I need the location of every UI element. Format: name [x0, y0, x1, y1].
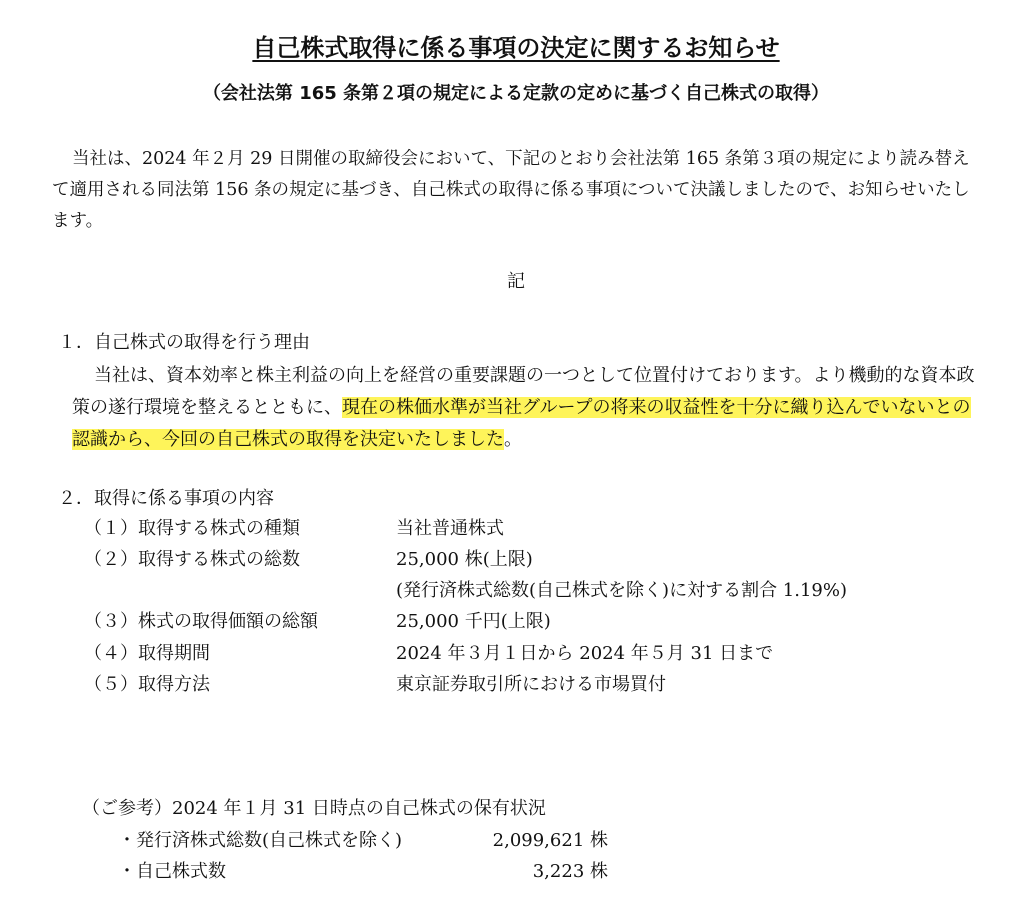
item-4-label: （４）取得期間 [84, 643, 210, 664]
item-5-label: （５）取得方法 [84, 674, 210, 695]
item-2-value: 25,000 株(上限) [396, 549, 533, 570]
intro-paragraph: 当社は、2024 年２月 29 日開催の取締役会において、下記のとおり会社法第 165 条第３項の規定により読み替えて適用される同法第 156 条の規定に基づき、自己株式の取得に係る事項について決議しましたので、お知らせいたします。 [52, 149, 970, 231]
reference-item-1-label: ・発行済株式総数(自己株式を除く) [118, 830, 403, 851]
document-subtitle: （会社法第 165 条第２項の規定による定款の定めに基づく自己株式の取得） [202, 83, 830, 104]
section-1-reason-paragraph [72, 360, 980, 456]
item-3-value: 25,000 千円(上限) [396, 611, 551, 632]
item-1-value: 当社普通株式 [396, 518, 504, 539]
item-5-value: 東京証券取引所における市場買付 [396, 674, 666, 695]
reference-item-1-value: 2,099,621 株 [492, 830, 608, 851]
item-1-label: （１）取得する株式の種類 [84, 518, 300, 539]
reason-text-end: 。 [504, 429, 522, 450]
item-4-value: 2024 年３月１日から 2024 年５月 31 日まで [396, 643, 774, 664]
item-2-note: (発行済株式総数(自己株式を除く)に対する割合 1.19%) [396, 580, 847, 601]
item-3-label: （３）株式の取得価額の総額 [84, 611, 318, 632]
reference-title: （ご参考）2024 年１月 31 日時点の自己株式の保有状況 [82, 798, 546, 819]
document-title: 自己株式取得に係る事項の決定に関するお知らせ [252, 34, 780, 62]
ki-heading: 記 [507, 271, 525, 292]
section-1-title: １．自己株式の取得を行う理由 [58, 332, 310, 353]
item-2-label: （２）取得する株式の総数 [84, 549, 300, 570]
section-2-title: ２．取得に係る事項の内容 [58, 488, 274, 509]
reason-text-plain: 当社は、資本効率と株主利益の向上を経営の重要課題の一つとして位置付けております。より機動的な資本政策の遂行環境を整えるとともに、 [72, 365, 975, 418]
reason-text-highlighted: 現在の株価水準が当社グループの将来の収益性を十分に織り込んでいないとの認識から、今回の自己株式の取得を決定いたしました [72, 397, 971, 450]
reference-item-2-value: 3,223 株 [532, 861, 608, 882]
reference-item-2-label: ・自己株式数 [118, 861, 226, 882]
